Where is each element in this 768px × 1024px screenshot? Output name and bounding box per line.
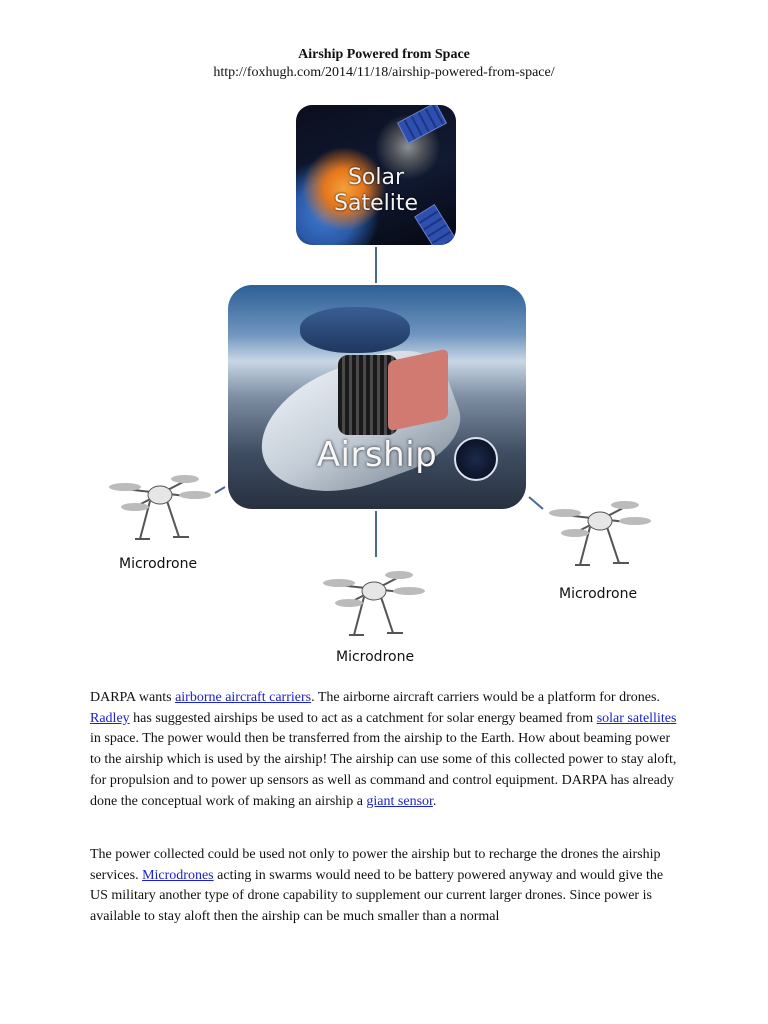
source-url: http://foxhugh.com/2014/11/18/airship-powered-from-space/ <box>213 65 555 80</box>
text-run: in space. The power would then be transferred from the airship to the Earth. How about beaming power to the airship which is used by the airship! The airship can use some of this collected power to stay aloft, for propulsion and to power up sensors as well as command and control equipment. DARPA has already done the conceptual work of making an airship a <box>90 731 677 809</box>
text-run: . <box>432 793 437 809</box>
connector-airship-drone-left <box>215 487 225 493</box>
solar-panel-icon <box>397 105 447 144</box>
airship-image <box>228 285 526 509</box>
text-run: The power collected could be used not only to power the airship but to recharge the drones the airship services. <box>90 847 661 883</box>
document-title: Airship Powered from Space <box>298 47 470 62</box>
drone-icon <box>545 493 655 573</box>
link-radley[interactable]: Radley <box>90 710 130 726</box>
text-run: acting in swarms would need to be battery powered anyway and would give the US military another type of drone capability to supplement our current larger drones. Since power is available to stay aloft then the airship can be much smaller than a normal <box>90 867 664 925</box>
satellite-label <box>296 165 456 217</box>
paragraph-1 <box>90 688 680 812</box>
connector-airship-drone-right <box>529 497 543 509</box>
airship-label: Airship <box>316 435 438 475</box>
link-solar-satellites[interactable]: solar satellites <box>596 710 677 726</box>
drone-icon <box>105 467 215 547</box>
drone-label-center: Microdrone <box>336 649 415 665</box>
drone-label-left: Microdrone <box>119 556 198 572</box>
text-run: has suggested airships be used to act as a catchment for solar energy beamed from <box>129 710 597 726</box>
solar-satellite-image <box>296 105 456 245</box>
airship-cowl <box>300 307 410 353</box>
paragraph-2 <box>90 845 680 928</box>
drone-icon <box>319 563 429 643</box>
concept-diagram <box>97 95 679 675</box>
drone-label-right: Microdrone <box>559 586 638 602</box>
text-run: . The airborne aircraft carriers would be a platform for drones. <box>311 690 660 705</box>
text-run: DARPA wants <box>90 690 176 705</box>
link-giant-sensor[interactable]: giant sensor <box>366 793 433 809</box>
link-microdrones[interactable]: Microdrones <box>142 867 214 883</box>
link-airborne-aircraft-carriers[interactable]: airborne aircraft carriers <box>175 690 312 705</box>
airship-wing <box>388 349 448 432</box>
satellite-label-text: Solar Satelite <box>334 165 418 216</box>
